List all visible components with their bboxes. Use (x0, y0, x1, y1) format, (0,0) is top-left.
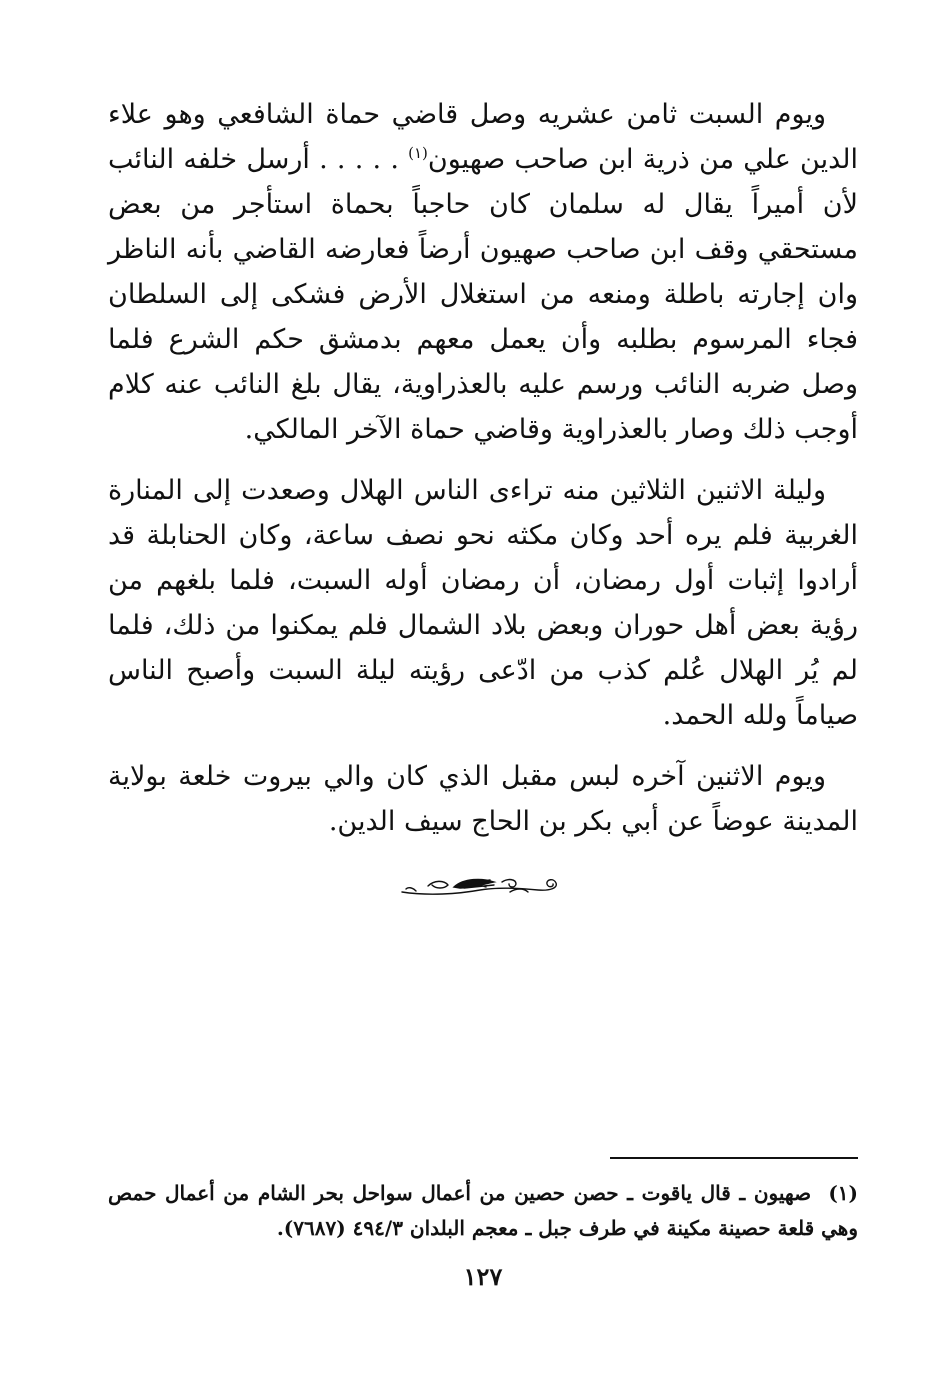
paragraph-1-text-start: ويوم السبت ثامن عشريه وصل قاضي حماة الشافعي وهو علاء الدين علي من ذرية ابن صاحب صهيون (108, 99, 858, 175)
page-number: ١٢٧ (463, 1262, 503, 1291)
book-page (108, 92, 858, 1332)
footnote-paragraph (108, 1176, 858, 1246)
footnote-reference: (١) (408, 144, 428, 162)
footnote-item (108, 1176, 858, 1246)
footnotes-section (108, 1176, 858, 1246)
paragraph-1 (108, 92, 858, 452)
paragraph-2: وليلة الاثنين الثلاثين منه تراءى الناس الهلال وصعدت إلى المنارة الغربية فلم يره أحد وكان مكثه نحو نصف ساعة، وكان الحنابلة قد أرادوا إثبات أول رمضان، أن رمضان أوله السبت، فلما بلغهم من رؤية بعض أهل حوران وبعض بلاد الشمال فلم يمكنوا من ذلك، فلما لم يُر الهلال عُلم كذب من ادّعى رؤيته ليلة السبت وأصبح الناس صياماً ولله الحمد. (108, 475, 858, 731)
footnote-number: (١) (828, 1181, 858, 1205)
paragraph-3: ويوم الاثنين آخره لبس مقبل الذي كان والي بيروت خلعة بولاية المدينة عوضاً عن أبي بكر بن الحاج سيف الدين. (108, 761, 858, 837)
decorative-ornament-icon (398, 870, 568, 902)
footnote-separator (610, 1157, 858, 1159)
paragraph-1-text-end: . . . . . أرسل خلفه النائب لأن أميراً يقال له سلمان كان حاجباً بحماة استأجر من بعض مستحقي وقف ابن صاحب صهيون أرضاً فعارضه القاضي بأنه الناظر وان إجارته باطلة ومنعه من استغلال الأرض فشكى إلى السلطان فجاء المرسوم بطلبه وأن يعمل معهم بدمشق حكم الشرع فلما وصل ضربه النائب ورسم عليه بالعذراوية، يقال بلغ النائب عنه كلام أوجب ذلك وصار بالعذراوية وقاضي حماة الآخر المالكي. (108, 144, 858, 445)
main-text (108, 92, 858, 844)
footnote-text: صهيون ـ قال ياقوت ـ حصن حصين من أعمال سواحل بحر الشام من أعمال حمص وهي قلعة حصينة مكينة في طرف جبل ـ معجم البلدان ٤٩٤/٣ (٧٦٨٧). (108, 1181, 858, 1240)
